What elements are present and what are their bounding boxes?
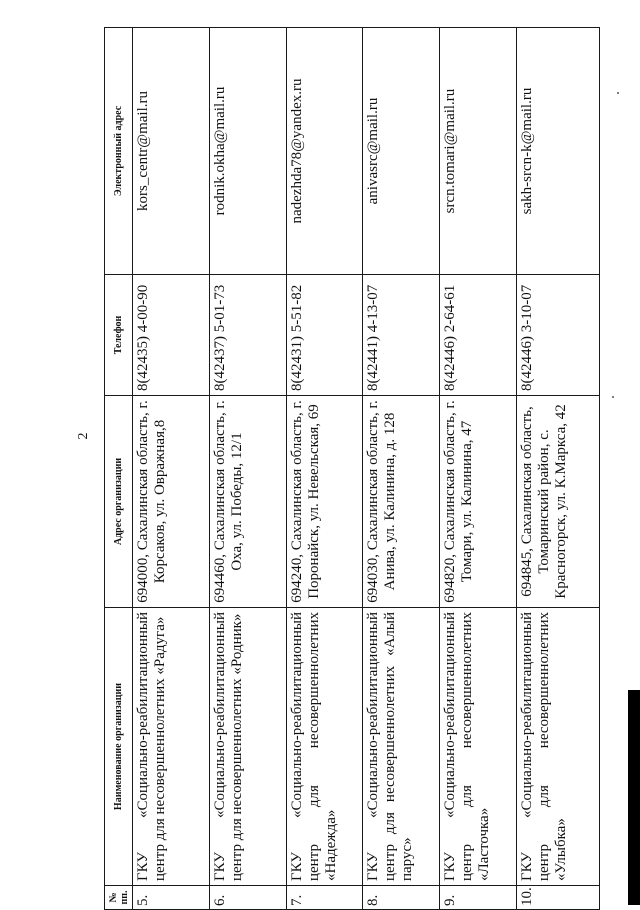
row-number: 5. — [133, 886, 210, 910]
organization-email: srcn.tomari@mail.ru — [439, 28, 516, 275]
scan-speck — [612, 396, 614, 398]
organization-name: ГКУ «Социально-реабилитационный центр для несовершеннолетних «Улыбка» — [516, 608, 599, 886]
organization-address: 694820, Сахалинская область, г. Томари, ул. Калинина, 47 — [439, 396, 516, 608]
table-row — [286, 28, 363, 910]
organization-name: ГКУ «Социально-реабилитационный центр для несовершеннолетних «Надежда» — [286, 608, 363, 886]
organization-phone: 8(42446) 2-64-61 — [439, 275, 516, 396]
organization-email: anivasrc@mail.ru — [363, 28, 440, 275]
header-address: Адрес организации — [105, 396, 133, 608]
organization-name: ГКУ «Социально-реабилитационный центр для несовершеннолетних «Радуга» — [133, 608, 210, 886]
organization-phone: 8(42446) 3-10-07 — [516, 275, 599, 396]
scan-speck — [617, 92, 619, 94]
organization-name: ГКУ «Социально-реабилитационный центр для несовершеннолетних «Ласточка» — [439, 608, 516, 886]
organization-email: sakh-srcn-k@mail.ru — [516, 28, 599, 275]
table-row — [516, 28, 599, 910]
header-phone: Телефон — [105, 275, 133, 396]
header-email: Электронный адрес — [105, 28, 133, 275]
table-row — [133, 28, 210, 910]
organizations-table — [104, 27, 600, 910]
row-number: 10. — [516, 886, 599, 910]
header-num: № пп. — [105, 886, 133, 910]
rotated-table-frame — [104, 28, 600, 910]
organization-phone: 8(42441) 4-13-07 — [363, 275, 440, 396]
header-name: Наименование организации — [105, 608, 133, 886]
organization-phone: 8(42437) 5-01-73 — [209, 275, 286, 396]
organization-address: 694030, Сахалинская область, г. Анива, ул. Калинина, д. 128 — [363, 396, 440, 608]
organization-email: kors_centr@mail.ru — [133, 28, 210, 275]
organization-address: 694845, Сахалинская область, Томаринский район, с. Красногорск, ул. К.Маркса, 42 — [516, 396, 599, 608]
organization-address: 694240, Сахалинская область, г. Поронайск, ул. Невельская, 69 — [286, 396, 363, 608]
row-number: 6. — [209, 886, 286, 910]
organization-address: 694460, Сахалинская область, г. Оха, ул. Победы, 12/1 — [209, 396, 286, 608]
organization-name: ГКУ «Социально-реабилитационный центр для несовершеннолетних «Родник» — [209, 608, 286, 886]
table-row — [363, 28, 440, 910]
row-number: 7. — [286, 886, 363, 910]
table-row — [439, 28, 516, 910]
table-header-row — [105, 28, 133, 910]
page-number: 2 — [76, 432, 91, 440]
row-number: 8. — [363, 886, 440, 910]
organization-phone: 8(42435) 4-00-90 — [133, 275, 210, 396]
organization-email: rodnik.okha@mail.ru — [209, 28, 286, 275]
row-number: 9. — [439, 886, 516, 910]
scan-edge-shadow — [628, 690, 640, 905]
table-row — [209, 28, 286, 910]
organization-phone: 8(42431) 5-51-82 — [286, 275, 363, 396]
organizations-table-container — [104, 28, 600, 910]
organization-address: 694000, Сахалинская область, г. Корсаков, ул. Овражная,8 — [133, 396, 210, 608]
organization-name: ГКУ «Социально-реабилитационный центр для несовершеннолетних «Алый парус» — [363, 608, 440, 886]
organization-email: nadezhda78@yandex.ru — [286, 28, 363, 275]
